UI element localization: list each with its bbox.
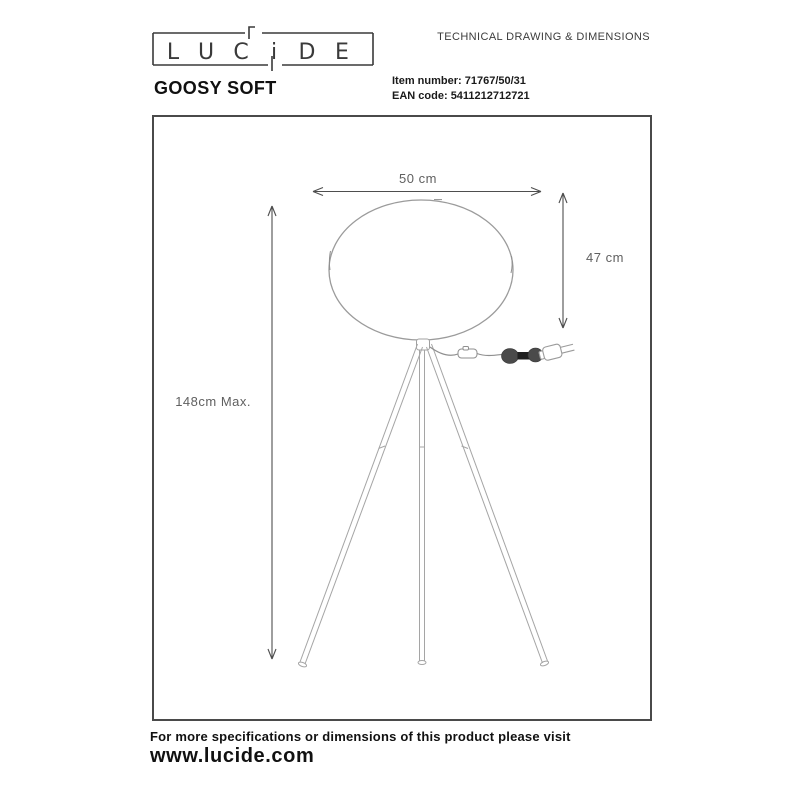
footer — [150, 729, 571, 768]
cable-segment — [477, 354, 502, 356]
plug-prongs — [560, 344, 574, 353]
shade-seam-marks — [329, 200, 512, 273]
connector-socket — [502, 349, 519, 364]
connector-bar — [518, 352, 530, 360]
floor-lamp-drawing — [298, 200, 576, 668]
product-codes — [392, 74, 530, 104]
item-number-row — [392, 74, 530, 89]
ean-label: EAN code: — [392, 90, 448, 102]
logo-letter: U — [197, 40, 215, 65]
logo-letter: i — [270, 40, 278, 65]
technical-drawing — [154, 117, 650, 719]
lucide-logo — [150, 26, 376, 76]
dimension-max-height-label: 148cm Max. — [175, 394, 251, 409]
item-number-value: 71767/50/31 — [464, 75, 526, 87]
tripod-leg-center — [418, 350, 426, 665]
technical-drawing-frame — [152, 115, 652, 721]
product-name: GOOSY SOFT — [154, 78, 277, 98]
power-plug — [538, 340, 575, 362]
lamp-shade — [329, 200, 513, 340]
ean-value: 5411212712721 — [450, 90, 530, 102]
tripod-leg-right — [427, 344, 550, 667]
power-cable-assembly — [430, 340, 575, 363]
website-link[interactable]: www.lucide.com — [150, 745, 315, 767]
logo-letter: E — [335, 40, 349, 65]
plug-housing — [542, 343, 563, 360]
leg-foot — [540, 660, 549, 667]
dimension-width-label: 50 cm — [399, 171, 437, 186]
dimension-shade-height — [559, 193, 624, 328]
logo-letter: L — [166, 40, 180, 65]
dimension-max-height — [175, 206, 276, 659]
logo-letter: C — [233, 40, 249, 65]
tripod-hub — [417, 339, 430, 350]
item-number-label: Item number: — [392, 75, 462, 87]
switch-slider — [463, 347, 469, 351]
dimension-width — [313, 171, 541, 196]
logo-letter: D — [298, 40, 316, 65]
leg-foot — [418, 661, 426, 665]
doc-title: TECHNICAL DRAWING & DIMENSIONS — [437, 31, 650, 43]
ean-row — [392, 89, 530, 104]
logo-c-mark — [249, 27, 255, 39]
dimension-shade-height-label: 47 cm — [586, 250, 624, 265]
footer-text: For more specifications or dimensions of this product please visit — [150, 729, 571, 744]
tripod-leg-left — [298, 344, 423, 668]
